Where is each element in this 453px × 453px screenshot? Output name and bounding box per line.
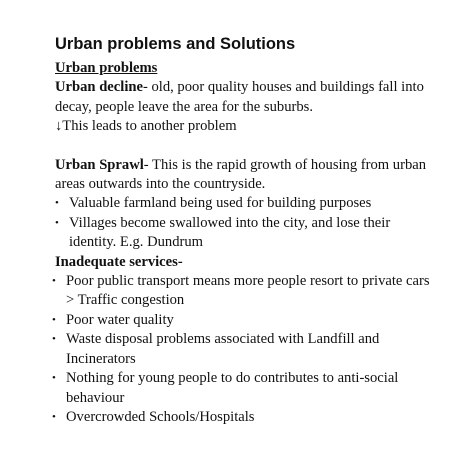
document-body xyxy=(52,59,440,427)
list-item xyxy=(52,408,440,427)
urban-decline-paragraph xyxy=(55,78,440,117)
list-item-text: Villages become swallowed into the city, and lose their identity. E.g. Dundrum xyxy=(69,214,391,251)
list-item-text: Poor public transport means more people resort to private cars > Traffic congestion xyxy=(66,273,430,309)
list-item xyxy=(55,214,440,253)
list-item-text: Poor water quality xyxy=(66,311,174,328)
inadequate-services-heading: Inadequate services- xyxy=(55,253,183,270)
urban-decline-term: Urban decline xyxy=(55,79,143,96)
bullet-icon: • xyxy=(52,372,56,385)
list-item-text: Waste disposal problems associated with Landfill and Incinerators xyxy=(66,331,380,367)
list-item xyxy=(52,311,440,330)
section-subtitle: Urban problems xyxy=(55,60,158,76)
document-page xyxy=(52,34,440,427)
paragraph-gap xyxy=(55,137,440,156)
urban-sprawl-term: Urban Sprawl xyxy=(55,156,144,173)
list-item-text: Overcrowded Schools/Hospitals xyxy=(66,408,255,425)
urban-decline-note: ↓This leads to another problem xyxy=(55,118,237,135)
urban-sprawl-paragraph xyxy=(55,156,440,195)
inadequate-services-list xyxy=(52,272,440,427)
bullet-icon: • xyxy=(52,333,56,346)
bullet-icon: • xyxy=(52,410,56,423)
urban-sprawl-list xyxy=(55,194,440,252)
list-item xyxy=(52,272,440,311)
bullet-icon: • xyxy=(55,216,59,229)
urban-decline-text: - old, poor quality houses and buildings fall into decay, people leave the area for the suburbs. xyxy=(55,79,424,115)
bullet-icon: • xyxy=(52,313,56,326)
list-item-text: Valuable farmland being used for building purposes xyxy=(69,195,372,212)
list-item xyxy=(52,330,440,369)
list-item xyxy=(52,369,440,408)
bullet-icon: • xyxy=(52,275,56,288)
page-title: Urban problems and Solutions xyxy=(55,35,296,53)
urban-sprawl-text: - This is the rapid growth of housing from urban areas outwards into the countryside. xyxy=(55,156,427,193)
list-item xyxy=(55,194,440,213)
bullet-icon: • xyxy=(55,197,59,210)
list-item-text: Nothing for young people to do contributes to anti-social behaviour xyxy=(66,370,399,406)
